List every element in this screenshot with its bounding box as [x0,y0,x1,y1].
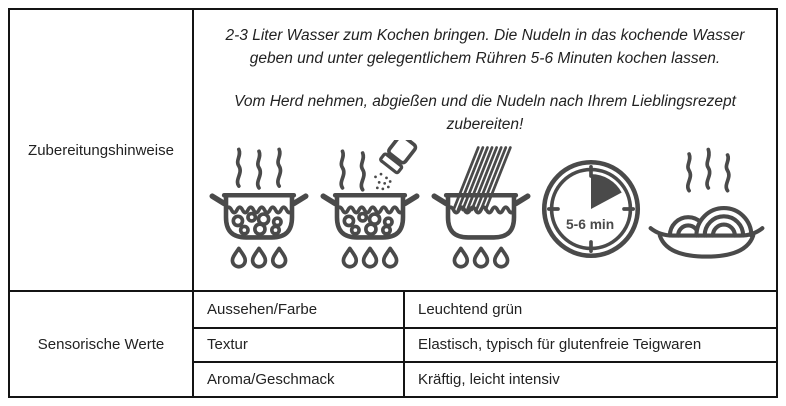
prep-label-cell [10,10,194,290]
product-info-table [8,8,778,398]
sensory-section [10,292,776,396]
sensory-label-cell [10,292,194,396]
prep-paragraph-1: 2-3 Liter Wasser zum Kochen bringen. Die Nudeln in das kochende Wasser geben und unter gelegentlichem Rühren 5-6 Minuten kochen lassen. [225,27,745,67]
prep-label: Zubereitungshinweise [28,141,174,159]
prep-paragraph-2: Vom Herd nehmen, abgießen und die Nudeln nach Ihrem Lieblingsrezept zubereiten! [234,93,736,133]
prep-row [10,10,776,292]
pot-salt-icon [315,140,425,278]
plate-pasta-icon [647,140,766,278]
timer-icon [536,140,646,278]
sensory-row-attribute: Textur [194,327,405,362]
sensory-row-value: Leuchtend grün [418,300,523,318]
pot-spaghetti-icon [426,140,536,278]
sensory-row-value: Kräftig, leicht intensiv [405,361,776,396]
timer-label: 5-6 min [566,217,615,233]
sensory-row-attribute: Aroma/Geschmack [194,361,405,396]
sensory-row-attribute: Aussehen/Farbe [194,292,405,327]
pot-boiling-icon [204,140,314,278]
sensory-row-value: Elastisch, typisch für glutenfreie Teigwaren [405,327,776,362]
sensory-label: Sensorische Werte [37,335,165,353]
cooking-steps-icons [194,140,776,278]
prep-content-cell [194,10,776,290]
